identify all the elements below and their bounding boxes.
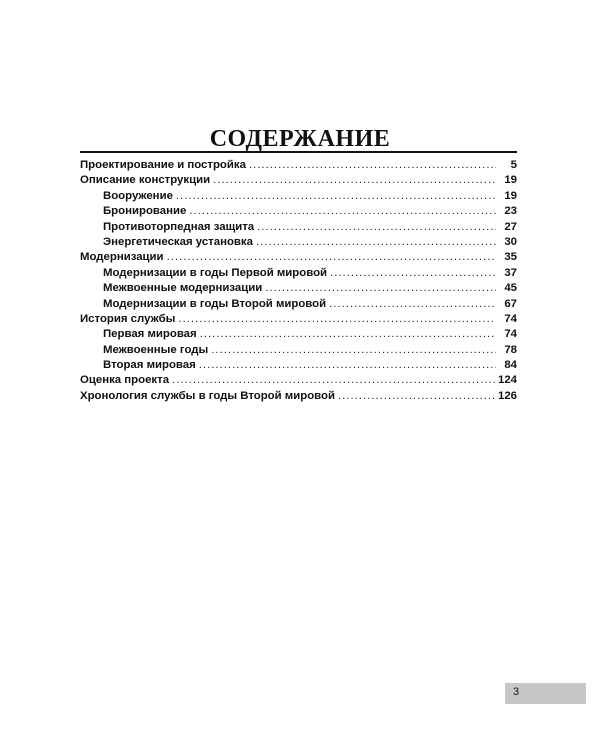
toc-leader-dots [200,327,496,342]
toc-entry-label: Вооружение [103,189,173,202]
toc-subentry [80,297,517,312]
toc-entry-page: 67 [504,297,517,310]
toc-entry-page: 37 [504,266,517,279]
toc-entry-page: 45 [504,282,517,295]
toc-entry [80,173,517,188]
toc-leader-dots [199,358,496,373]
toc-leader-dots [172,373,495,388]
toc-leader-dots [189,204,496,219]
toc-entry-page: 30 [504,235,517,248]
title-rule [80,151,517,153]
toc-leader-dots [178,312,496,327]
page-number: 3 [513,686,520,698]
toc-entry-page: 35 [504,251,517,264]
page-title: СОДЕРЖАНИЕ [209,126,391,152]
toc-subentry [80,235,517,250]
toc-subentry [80,327,517,342]
toc-entry-page: 5 [510,159,517,171]
toc-entry-label: Межвоенные модернизации [103,282,263,295]
toc-leader-dots [249,158,496,173]
toc-entry [80,250,517,265]
toc-entry-page: 19 [504,189,517,202]
toc-entry-page: 74 [504,312,517,325]
toc-entry-page: 126 [497,389,517,402]
toc-leader-dots [265,281,496,296]
toc-leader-dots [256,235,496,250]
toc-entry-page: 19 [504,174,517,187]
toc-entry [80,373,517,388]
toc-entry [80,312,517,327]
toc-leader-dots [167,250,496,265]
toc-entry-label: История службы [80,312,176,325]
toc-entry-label: Первая мировая [103,328,197,341]
table-of-contents [80,158,517,404]
toc-entry-page: 23 [504,205,517,218]
toc-entry-label: Модернизации [80,251,164,264]
toc-entry-page: 124 [497,374,517,387]
page-number-tab [505,683,586,704]
toc-entry-label: Вторая мировая [103,359,196,372]
toc-entry-label: Модернизации в годы Второй мировой [103,297,327,310]
toc-leader-dots [213,173,496,188]
toc-entry-label: Оценка проекта [80,374,170,387]
toc-entry [80,158,517,173]
toc-entry-label: Описание конструкции [80,174,211,187]
toc-subentry [80,266,517,281]
toc-subentry [80,189,517,204]
toc-leader-dots [257,220,496,235]
toc-leader-dots [211,343,496,358]
toc-leader-dots [338,389,495,404]
toc-entry-page: 84 [504,359,517,372]
toc-subentry [80,204,517,219]
toc-entry-page: 27 [504,220,517,233]
toc-entry-label: Проектирование и постройка [80,159,246,171]
toc-subentry [80,281,517,296]
toc-entry-label: Энергетическая установка [103,235,253,248]
toc-entry-page: 74 [504,328,517,341]
toc-leader-dots [329,297,496,312]
toc-entry-label: Противоторпедная защита [103,220,255,233]
toc-entry [80,389,517,404]
toc-entry-label: Бронирование [103,205,187,218]
toc-entry-label: Хронология службы в годы Второй мировой [80,389,335,402]
toc-subentry [80,358,517,373]
toc-subentry [80,220,517,235]
toc-entry-page: 78 [504,343,517,356]
toc-entry-label: Межвоенные годы [103,343,209,356]
toc-entry-label: Модернизации в годы Первой мировой [103,266,328,279]
toc-leader-dots [176,189,496,204]
toc-leader-dots [330,266,496,281]
toc-subentry [80,343,517,358]
